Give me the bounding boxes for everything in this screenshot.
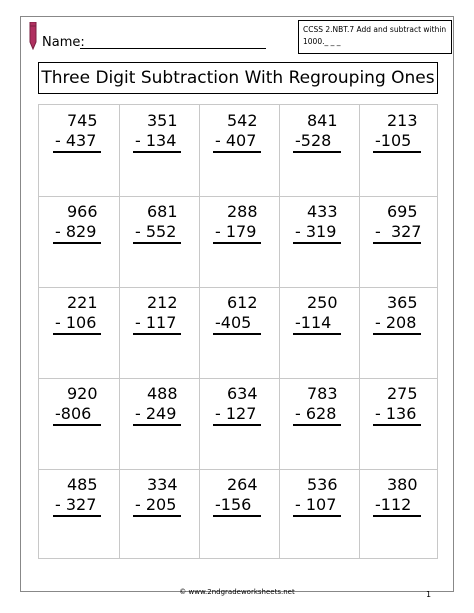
answer-space[interactable] [213, 519, 261, 549]
subtrahend: -405 [215, 313, 252, 332]
answer-line [213, 424, 261, 426]
answer-line [373, 424, 421, 426]
minuend: 212 [147, 293, 178, 312]
answer-line [373, 333, 421, 335]
answer-space[interactable] [373, 337, 421, 367]
problem-row [39, 469, 437, 560]
subtraction-problem [199, 196, 279, 287]
answer-line [133, 242, 181, 244]
subtrahend: - 205 [135, 495, 177, 514]
subtraction-problem [39, 196, 119, 287]
subtrahend: -528 [295, 131, 332, 150]
minuend: 745 [67, 111, 98, 130]
answer-line [53, 515, 101, 517]
subtrahend: - 179 [215, 222, 257, 241]
answer-space[interactable] [213, 428, 261, 458]
row-divider [39, 196, 437, 197]
subtraction-problem [119, 469, 199, 560]
answer-space[interactable] [53, 519, 101, 549]
name-label: Name: [42, 35, 85, 50]
standard-box [298, 20, 452, 54]
column-divider [279, 105, 280, 558]
subtraction-problem [279, 469, 359, 560]
answer-line [293, 333, 341, 335]
minuend: 213 [387, 111, 418, 130]
subtrahend: - 407 [215, 131, 257, 150]
subtraction-problem [119, 196, 199, 287]
column-divider [119, 105, 120, 558]
subtraction-problem [359, 287, 439, 378]
answer-line [293, 424, 341, 426]
subtrahend: - 628 [295, 404, 337, 423]
answer-space[interactable] [213, 155, 261, 185]
subtrahend: - 107 [295, 495, 337, 514]
copyright-text: © www.2ndgradeworksheets.net [179, 588, 295, 596]
subtraction-problem [359, 105, 439, 196]
answer-space[interactable] [293, 155, 341, 185]
subtrahend: - 437 [55, 131, 97, 150]
answer-line [373, 151, 421, 153]
subtrahend: - 552 [135, 222, 177, 241]
subtraction-problem [279, 196, 359, 287]
answer-space[interactable] [133, 428, 181, 458]
subtrahend: -156 [215, 495, 252, 514]
answer-line [213, 242, 261, 244]
answer-line [133, 333, 181, 335]
standard-text-line1: CCSS 2.NBT.7 Add and subtract within [303, 25, 447, 34]
subtrahend: - 136 [375, 404, 417, 423]
subtrahend: - 829 [55, 222, 97, 241]
minuend: 488 [147, 384, 178, 403]
subtraction-problem [199, 469, 279, 560]
answer-space[interactable] [373, 155, 421, 185]
answer-space[interactable] [53, 337, 101, 367]
answer-line [133, 424, 181, 426]
row-divider [39, 469, 437, 470]
minuend: 264 [227, 475, 258, 494]
answer-space[interactable] [213, 337, 261, 367]
answer-line [53, 424, 101, 426]
minuend: 380 [387, 475, 418, 494]
answer-space[interactable] [293, 428, 341, 458]
subtraction-problem [279, 287, 359, 378]
minuend: 634 [227, 384, 258, 403]
problem-row [39, 287, 437, 378]
subtraction-problem [39, 378, 119, 469]
minuend: 841 [307, 111, 338, 130]
answer-space[interactable] [53, 428, 101, 458]
answer-space[interactable] [293, 519, 341, 549]
answer-space[interactable] [133, 519, 181, 549]
answer-line [293, 151, 341, 153]
subtrahend: - 249 [135, 404, 177, 423]
row-divider [39, 287, 437, 288]
subtraction-problem [359, 378, 439, 469]
subtrahend: - 134 [135, 131, 177, 150]
problem-row [39, 196, 437, 287]
subtrahend: - 127 [215, 404, 257, 423]
answer-space[interactable] [133, 246, 181, 276]
minuend: 275 [387, 384, 418, 403]
answer-line [53, 151, 101, 153]
subtrahend: - 327 [375, 222, 422, 241]
subtrahend: - 327 [55, 495, 97, 514]
answer-line [213, 333, 261, 335]
answer-line [373, 515, 421, 517]
answer-space[interactable] [293, 246, 341, 276]
answer-line [53, 242, 101, 244]
answer-line [133, 515, 181, 517]
subtraction-problem [119, 378, 199, 469]
worksheet-title: Three Digit Subtraction With Regrouping Ones [38, 62, 438, 94]
minuend: 433 [307, 202, 338, 221]
answer-line [293, 515, 341, 517]
answer-space[interactable] [53, 155, 101, 185]
answer-space[interactable] [293, 337, 341, 367]
row-divider [39, 378, 437, 379]
standard-text-line2: 1000._ _ _ [303, 37, 341, 46]
answer-space[interactable] [373, 519, 421, 549]
answer-line [53, 333, 101, 335]
minuend: 681 [147, 202, 178, 221]
minuend: 783 [307, 384, 338, 403]
minuend: 920 [67, 384, 98, 403]
column-divider [359, 105, 360, 558]
subtraction-problem [199, 378, 279, 469]
subtrahend: - 208 [375, 313, 417, 332]
answer-space[interactable] [373, 428, 421, 458]
answer-space[interactable] [53, 246, 101, 276]
minuend: 542 [227, 111, 258, 130]
minuend: 334 [147, 475, 178, 494]
minuend: 612 [227, 293, 258, 312]
page-number: 1 [426, 590, 432, 599]
subtraction-problem [119, 105, 199, 196]
answer-space[interactable] [213, 246, 261, 276]
minuend: 695 [387, 202, 418, 221]
subtraction-problem [359, 196, 439, 287]
answer-line [133, 151, 181, 153]
answer-line [213, 515, 261, 517]
name-line[interactable] [80, 48, 266, 49]
minuend: 221 [67, 293, 98, 312]
subtrahend: - 117 [135, 313, 177, 332]
minuend: 485 [67, 475, 98, 494]
problem-row [39, 378, 437, 469]
subtrahend: -105 [375, 131, 412, 150]
pencil-icon [26, 22, 40, 50]
subtraction-problem [279, 105, 359, 196]
answer-space[interactable] [373, 246, 421, 276]
answer-space[interactable] [133, 337, 181, 367]
minuend: 351 [147, 111, 178, 130]
subtrahend: -114 [295, 313, 332, 332]
subtraction-problem [39, 105, 119, 196]
problem-row [39, 105, 437, 196]
subtrahend: -112 [375, 495, 412, 514]
minuend: 365 [387, 293, 418, 312]
minuend: 536 [307, 475, 338, 494]
answer-line [213, 151, 261, 153]
minuend: 966 [67, 202, 98, 221]
subtraction-problem [39, 469, 119, 560]
subtraction-problem [119, 287, 199, 378]
subtrahend: - 319 [295, 222, 337, 241]
minuend: 250 [307, 293, 338, 312]
column-divider [199, 105, 200, 558]
subtraction-problem [359, 469, 439, 560]
subtraction-problem [39, 287, 119, 378]
answer-line [373, 242, 421, 244]
subtrahend: - 106 [55, 313, 97, 332]
minuend: 288 [227, 202, 258, 221]
answer-space[interactable] [133, 155, 181, 185]
subtraction-problem [279, 378, 359, 469]
problem-grid [38, 104, 438, 559]
answer-line [293, 242, 341, 244]
subtrahend: -806 [55, 404, 92, 423]
subtraction-problem [199, 287, 279, 378]
subtraction-problem [199, 105, 279, 196]
